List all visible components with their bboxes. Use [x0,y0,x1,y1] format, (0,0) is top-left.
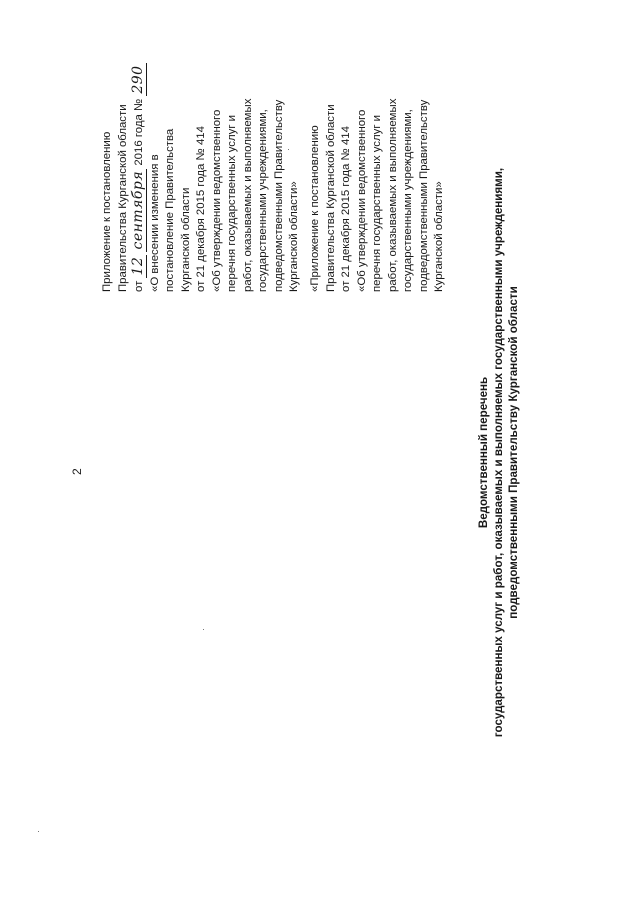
appendix-line: работ, оказываемых и выполняемых [241,98,254,292]
scan-speck [288,149,289,150]
appendix-line: «О внесении изменения в [148,154,161,292]
appendix-line: перечня государственных услуг и [226,114,238,292]
appendix-line: «Об утверждении ведомственного [355,109,368,292]
appendix-line: постановление Правительства [164,128,176,292]
appendix-date-line [131,2,148,292]
scan-speck [203,629,204,630]
document-title [476,0,521,905]
date-year-text: 2016 года № [133,98,145,166]
appendix-line: работ, оказываемых и выполняемых [386,98,399,292]
appendix-line: государственными учреждениями, [402,109,414,292]
appendix-line: «Об утверждении ведомственного [210,109,223,292]
appendix-line: от 21 декабря 2015 года № 414 [195,126,207,292]
appendix-line: «Приложение к постановлению [309,125,321,292]
title-line: государственных услуг и работ, оказываемых и выполняемых государственными учреждениями, [492,167,505,738]
appendix-line: государственными учреждениями, [257,109,269,292]
appendix-line: перечня государственных услуг и [371,114,383,292]
appendix-line: Курганской области [179,187,192,292]
appendix-line: Курганской области» [288,181,300,292]
appendix-line: подведомственными Правительству [417,99,430,292]
handwritten-date-day: 12 [130,256,146,276]
appendix-line: Курганской области» [433,181,445,292]
handwritten-date-month: сентября [130,170,146,250]
appendix-line: Правительства Курганской области [116,104,129,292]
appendix-line: Приложение к постановлению [101,131,113,292]
scan-speck [38,831,39,832]
date-prefix: от [133,280,145,292]
appendix-header-original [308,2,448,292]
appendix-line: подведомственными Правительству [272,99,285,292]
appendix-line: от 21 декабря 2015 года № 414 [340,126,352,292]
handwritten-decree-number: 290 [130,65,146,94]
title-line: подведомственными Правительству Курганской области [507,286,520,619]
page-number: 2 [70,468,84,475]
appendix-line: Правительства Курганской области [324,104,337,292]
title-line: Ведомственный перечень [477,376,490,529]
appendix-header-current [100,2,303,292]
